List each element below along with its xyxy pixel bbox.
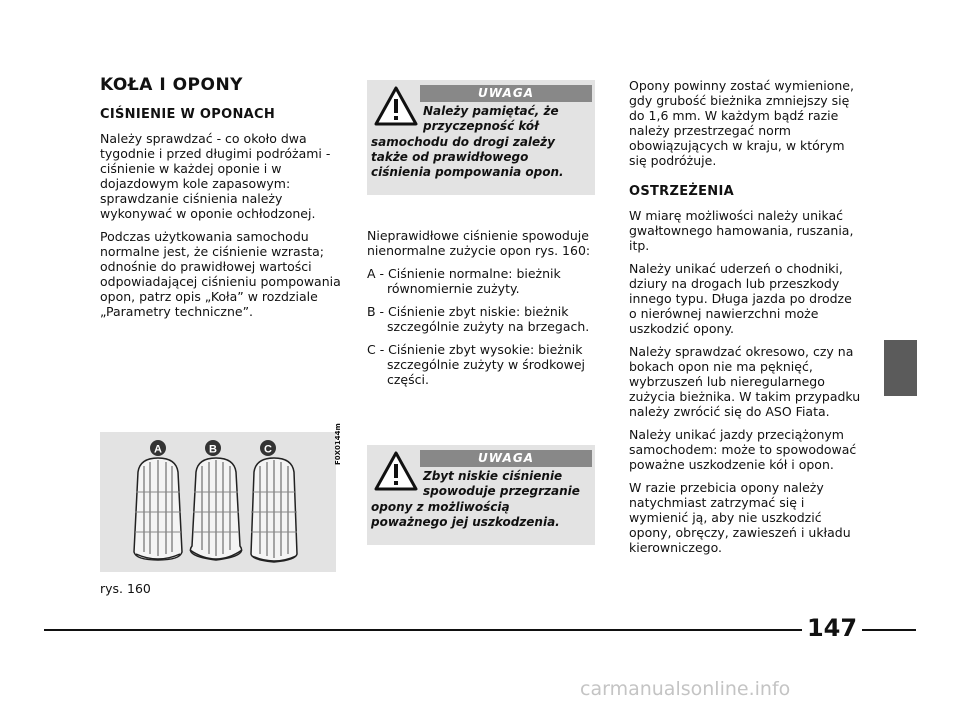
tire-b <box>190 458 242 560</box>
warning-box <box>367 445 595 545</box>
paragraph: W razie przebicia opony należy natychmiast zatrzymać się i wymienić ją, aby nie uszkodzić opony, obręczy, zawieszeń i układu kierowniczego. <box>629 480 851 555</box>
section-subtitle: CIŚNIENIE W OPONACH <box>100 107 276 122</box>
warning-label: UWAGA <box>420 85 592 102</box>
middle-column <box>367 228 602 395</box>
paragraph: Należy sprawdzać - co około dwa tygodnie i przed długimi podróżami - ciśnienie w każdej oponie i w dojazdowym kole zapasowym: sprawdzanie ciśnienia należy wykonywać w oponie ochłodzonej. <box>100 131 331 221</box>
warning-box <box>367 80 595 195</box>
warning-text-full: samochodu do drogi zależy także od prawidłowego ciśnienia pompowania opon. <box>371 134 564 180</box>
page-number: 147 <box>802 612 862 644</box>
paragraph: Nieprawidłowe ciśnienie spowoduje nienormalne zużycie opon rys. 160: <box>367 228 591 258</box>
tire-a <box>134 458 182 560</box>
warning-text-full: opony z możliwością poważnego jej uszkodzenia. <box>371 499 560 529</box>
chapter-tab-marker <box>884 340 917 396</box>
tire-illustration <box>100 432 336 572</box>
warning-text-indented: Należy pamiętać, że przyczepność kół <box>423 104 559 134</box>
paragraph: W miarę możliwości należy unikać gwałtownego hamowania, ruszania, itp. <box>629 208 854 253</box>
paragraph: Należy unikać uderzeń o chodniki, dziury na drogach lub przeszkody innego typu. Długa jazda po drodze o nierównej nawierzchni może uszkodzić opony. <box>629 261 852 336</box>
left-column <box>100 75 348 327</box>
label-a: A <box>154 443 162 456</box>
section-heading: OSTRZEŻENIA <box>629 184 734 199</box>
section-title: KOŁA I OPONY <box>100 75 243 95</box>
tire-c <box>251 458 297 562</box>
list-item: B - Ciśnienie zbyt niskie: bieżnik szczególnie zużyty na brzegach. <box>367 304 590 334</box>
paragraph: Podczas użytkowania samochodu normalne jest, że ciśnienie wzrasta; odnośnie do prawidłowej wartości odpowiadającej ciśnieniu pompowania opon, patrz opis „Koła” w rozdziale „Parametry techniczne”. <box>100 229 341 319</box>
warning-text <box>371 469 589 530</box>
figure-code: F0X0144m <box>334 423 342 465</box>
warning-text-indented: Zbyt niskie ciśnienie spowoduje przegrzanie <box>423 469 580 499</box>
list-item: C - Ciśnienie zbyt wysokie: bieżnik szczególnie zużyty w środkowej części. <box>367 342 586 387</box>
label-b: B <box>209 443 217 456</box>
label-c: C <box>264 443 272 456</box>
warning-text <box>371 104 589 180</box>
watermark: carmanualsonline.info <box>580 678 791 700</box>
paragraph: Opony powinny zostać wymienione, gdy grubość bieżnika zmniejszy się do 1,6 mm. W każdym bądź razie należy przestrzegać norm obowiązujących w kraju, w którym się podróżuje. <box>629 78 854 168</box>
tire-wear-figure <box>100 432 336 572</box>
footer-rule <box>44 629 916 631</box>
paragraph: Należy sprawdzać okresowo, czy na bokach opon nie ma pęknięć, wybrzuszeń lub nieregularnego zużycia bieżnika. W takim przypadku należy zwrócić się do ASO Fiata. <box>629 344 861 419</box>
list-item: A - Ciśnienie normalne: bieżnik równomiernie zużyty. <box>367 266 561 296</box>
figure-caption: rys. 160 <box>100 581 151 596</box>
right-column <box>629 78 863 563</box>
paragraph: Należy unikać jazdy przeciążonym samochodem: może to spowodować poważne uszkodzenie kół i opon. <box>629 427 857 472</box>
warning-label: UWAGA <box>420 450 592 467</box>
